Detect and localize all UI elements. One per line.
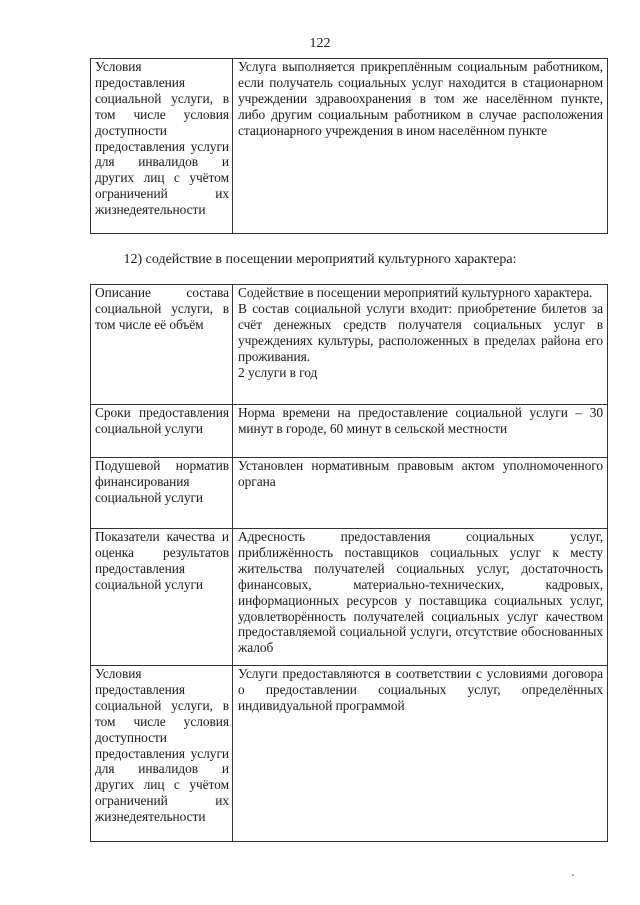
scan-artifact (572, 874, 574, 876)
row-label: Подушевой норматив финансирования социальной услуги (91, 458, 233, 529)
row-value: Установлен нормативным правовым актом уполномоченного органа (233, 458, 608, 529)
value-line: В состав социальной услуги входит: приобретение билетов за счёт денежных средств получателя социальных услуг в учреждениях культуры, расположенных в пределах района его проживания. (238, 300, 603, 364)
table-row (91, 529, 608, 666)
page-number: 122 (309, 36, 331, 51)
service-description-table (90, 284, 608, 842)
row-label: Условия предоставления социальной услуги, в том числе условия доступности предоставления услуги для инвалидов и других лиц с учётом ограничений их жизнедеятельности (91, 666, 233, 842)
value-line: Содействие в посещении мероприятий культурного характера. (238, 285, 593, 300)
table-row (91, 405, 608, 458)
section-heading: 12) содействие в посещении мероприятий культурного характера: (123, 252, 517, 267)
row-value: Услуги предоставляются в соответствии с условиями договора о предоставлении социальных услуг, определённых индивидуальной программой (233, 666, 608, 842)
row-value: Норма времени на предоставление социальной услуги – 30 минут в городе, 60 минут в сельской местности (233, 405, 608, 458)
table-row (91, 666, 608, 842)
row-label: Сроки предоставления социальной услуги (91, 405, 233, 458)
row-label: Условия предоставления социальной услуги, в том числе условия доступности предоставления услуги для инвалидов и других лиц с учётом ограничений их жизнедеятельности (91, 59, 233, 234)
row-label: Описание состава социальной услуги, в том числе её объём (91, 285, 233, 405)
table-row (91, 59, 608, 234)
row-label: Показатели качества и оценка результатов предоставления социальной услуги (91, 529, 233, 666)
row-value: Услуга выполняется прикреплённым социальным работником, если получатель социальных услуг находится в стационарном учреждении здравоохранения в том же населённом пункте, либо другим социальным работником в случае расположения стационарного учреждения в ином населённом пункте (233, 59, 608, 234)
service-conditions-table-continued (90, 58, 608, 234)
row-value (233, 285, 608, 405)
value-line: 2 услуги в год (238, 364, 318, 380)
row-value: Адресность предоставления социальных услуг, приближённость поставщиков социальных услуг к месту жительства получателей социальных услуг, достаточность финансовых, материально-технических, кадровых, информационных ресурсов у поставщика социальных услуг, удовлетворённость получателей социальных услуг качеством предоставляемой социальной услуги, отсутствие обоснованных жалоб (233, 529, 608, 666)
table-row (91, 285, 608, 405)
table-row (91, 458, 608, 529)
